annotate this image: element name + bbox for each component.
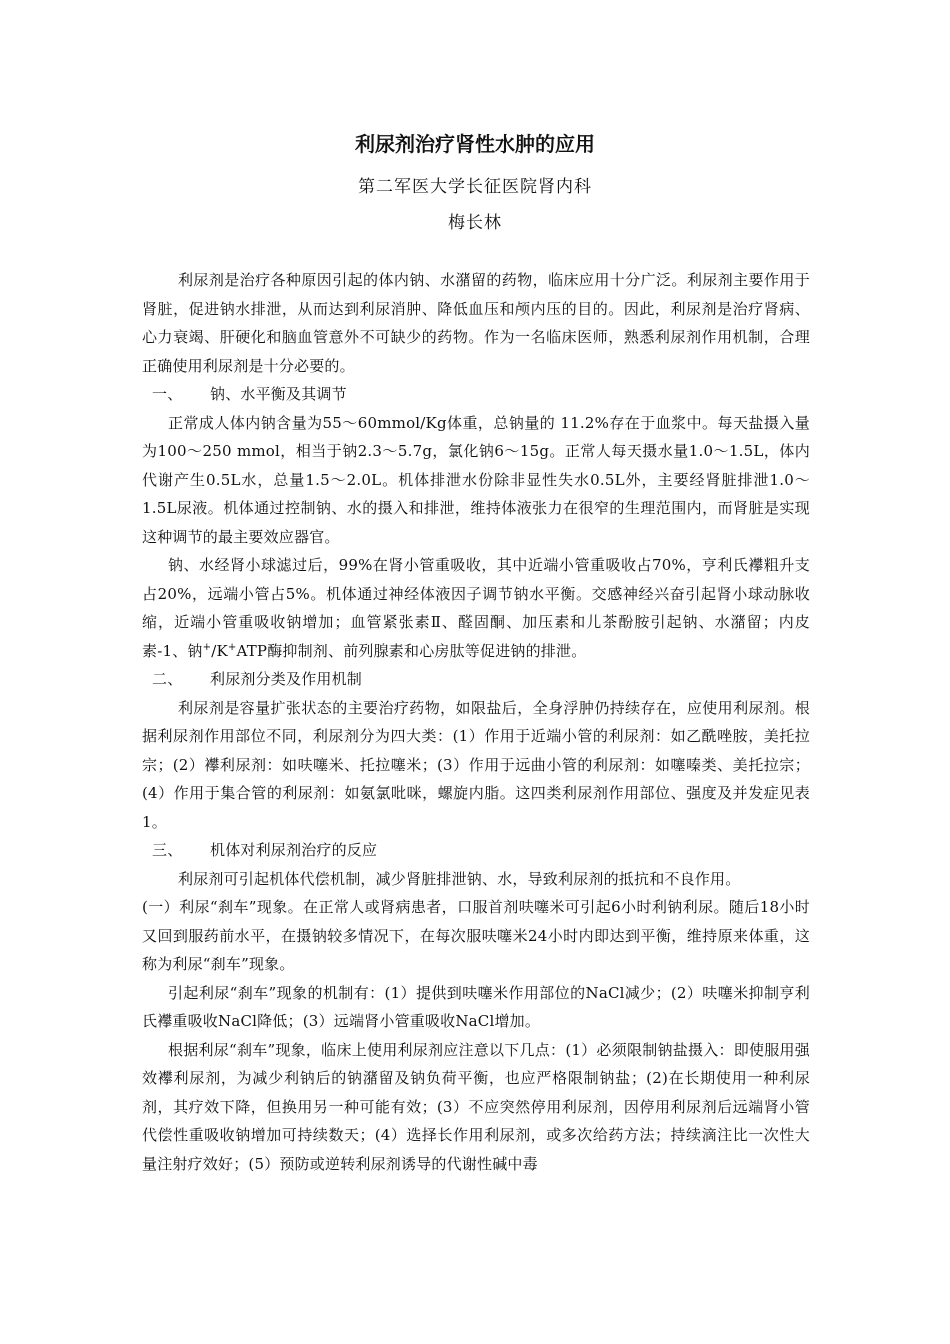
section-title: 机体对利尿剂治疗的反应 [210, 841, 378, 859]
body-paragraph: 利尿剂可引起机体代偿机制，减少肾脏排泄钠、水，导致利尿剂的抵抗和不良作用。 [178, 869, 741, 888]
text-span: /K [211, 641, 228, 660]
document-body [142, 266, 810, 1178]
document-title: 利尿剂治疗肾性水肿的应用 [355, 132, 595, 156]
author-name: 梅长林 [448, 213, 502, 233]
section-heading-1 [142, 380, 810, 409]
section-title: 钠、水平衡及其调节 [210, 385, 347, 403]
section-heading-2 [142, 665, 810, 694]
section-number: 一、 [152, 385, 183, 403]
intro-paragraph: 利尿剂是治疗各种原因引起的体内钠、水潴留的药物，临床应用十分广泛。利尿剂主要作用于肾脏，促进钠水排泄，从而达到利尿消肿、降低血压和颅内压的目的。因此，利尿剂是治疗肾病、心力衰竭、肝硬化和脑血管意外不可缺少的药物。作为一名临床医师，熟悉利尿剂作用机制，合理正确使用利尿剂是十分必要的。 [142, 271, 810, 375]
text-span: ATP酶抑制剂、前列腺素和心房肽等促进钠的排泄。 [236, 641, 587, 660]
section-number: 三、 [152, 841, 183, 859]
body-paragraph: (一）利尿“刹车”现象。在正常人或肾病患者，口服首剂呋噻米可引起6小时利钠利尿。随后18小时又回到服药前水平，在摄钠较多情况下，在每次服呋噻米24小时内即达到平衡，维持原来体重，这称为利尿“刹车”现象。 [142, 898, 810, 973]
body-paragraph: 根据利尿“刹车”现象，临床上使用利尿剂应注意以下几点：(1）必须限制钠盐摄入：即使服用强效襻利尿剂，为减少利钠后的钠潴留及钠负荷平衡，也应严格限制钠盐；(2)在长期使用一种利尿剂，其疗效下降，但换用另一种可能有效；(3）不应突然停用利尿剂，因停用利尿剂后远端肾小管代偿性重吸收钠增加可持续数天；(4）选择长作用利尿剂，或多次给药方法；持续滴注比一次性大量注射疗效好；(5）预防或逆转利尿剂诱导的代谢性碱中毒 [142, 1040, 810, 1173]
section-number: 二、 [152, 670, 183, 688]
body-paragraph: 正常成人体内钠含量为55～60mmol/Kg体重，总钠量的 11.2%存在于血浆中。每天盐摄入量为100～250 mmol，相当于钠2.3～5.7g，氯化钠6～15g。正常人每天摄水量1.0～1.5L，体内代谢产生0.5L水，总量1.5～2.0L。机体排泄水份除非显性失水0.5L外，主要经肾脏排泄1.0～1.5L尿液。机体通过控制钠、水的摄入和排泄，维持体液张力在很窄的生理范围内，而肾脏是实现这种调节的最主要效应器官。 [142, 413, 810, 546]
superscript: + [227, 641, 237, 653]
text-span: 钠、水经肾小球滤过后，99%在肾小管重吸收，其中近端小管重吸收占70%，亨利氏襻粗升支占20%，远端小管占5%。机体通过神经体液因子调节钠水平衡。交感神经兴奋引起肾小球动脉收缩，近端小管重吸收钠增加；血管紧张素Ⅱ、醛固酮、加压素和儿茶酚胺引起钠、水潴留；内皮素-1、钠 [142, 556, 810, 660]
body-paragraph: 引起利尿“刹车”现象的机制有：(1）提供到呋噻米作用部位的NaCl减少；(2）呋噻米抑制亨利氏襻重吸收NaCl降低；(3）远端肾小管重吸收NaCl增加。 [142, 983, 810, 1030]
author-affiliation: 第二军医大学长征医院肾内科 [358, 177, 592, 197]
section-title: 利尿剂分类及作用机制 [210, 670, 363, 688]
body-paragraph: 利尿剂是容量扩张状态的主要治疗药物，如限盐后，全身浮肿仍持续存在，应使用利尿剂。根据利尿剂作用部位不同，利尿剂分为四大类：(1）作用于近端小管的利尿剂：如乙酰唑胺，美托拉宗；(2）襻利尿剂：如呋噻米、托拉噻米；(3）作用于远曲小管的利尿剂：如噻嗪类、美托拉宗；(4）作用于集合管的利尿剂：如氨氯吡咪，螺旋内脂。这四类利尿剂作用部位、强度及并发症见表1。 [142, 698, 810, 831]
section-heading-3 [142, 836, 810, 865]
body-paragraph [142, 551, 810, 665]
superscript: + [202, 641, 212, 653]
